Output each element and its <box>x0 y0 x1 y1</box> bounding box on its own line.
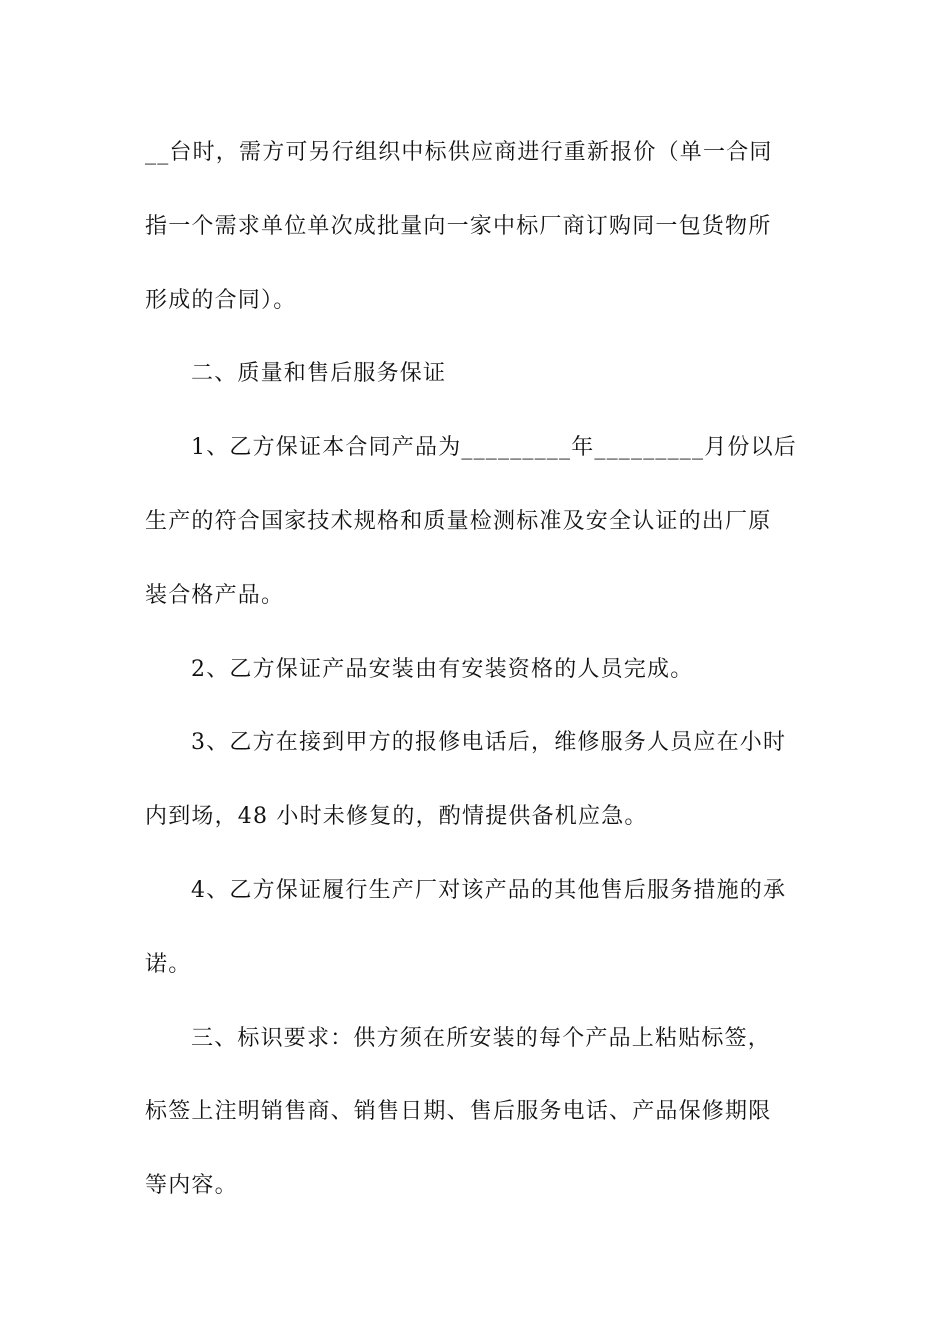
labeling-line-2: 标签上注明销售商、销售日期、售后服务电话、产品保修期限 <box>145 1099 772 1125</box>
clause-3-line-2: 内到场，48 小时未修复的，酌情提供备机应急。 <box>145 804 648 830</box>
section-heading-quality: 二、质量和售后服务保证 <box>191 361 447 387</box>
text-line-continuation-3: 形成的合同）。 <box>145 287 297 313</box>
clause-1-line-3: 装合格产品。 <box>145 582 285 608</box>
clause-3-line-1: 3、乙方在接到甲方的报修电话后，维修服务人员应在小时 <box>191 730 787 756</box>
text-line-continuation-1: __台时，需方可另行组织中标供应商进行重新报价（单一合同 <box>145 140 773 165</box>
text-line-continuation-2: 指一个需求单位单次成批量向一家中标厂商订购同一包货物所 <box>145 213 772 239</box>
labeling-line-3: 等内容。 <box>145 1173 238 1199</box>
clause-4-line-2: 诺。 <box>145 951 192 977</box>
document-body <box>145 128 809 1235</box>
clause-2-line-1: 2、乙方保证产品安装由有安装资格的人员完成。 <box>191 656 694 682</box>
clause-1-line-2: 生产的符合国家技术规格和质量检测标准及安全认证的出厂原 <box>145 508 772 534</box>
section-heading-labeling: 三、标识要求：供方须在所安装的每个产品上粘贴标签， <box>191 1025 772 1051</box>
clause-1-line-1: 1、乙方保证本合同产品为_________年_________月份以后 <box>191 435 797 461</box>
clause-4-line-1: 4、乙方保证履行生产厂对该产品的其他售后服务措施的承 <box>191 877 787 903</box>
